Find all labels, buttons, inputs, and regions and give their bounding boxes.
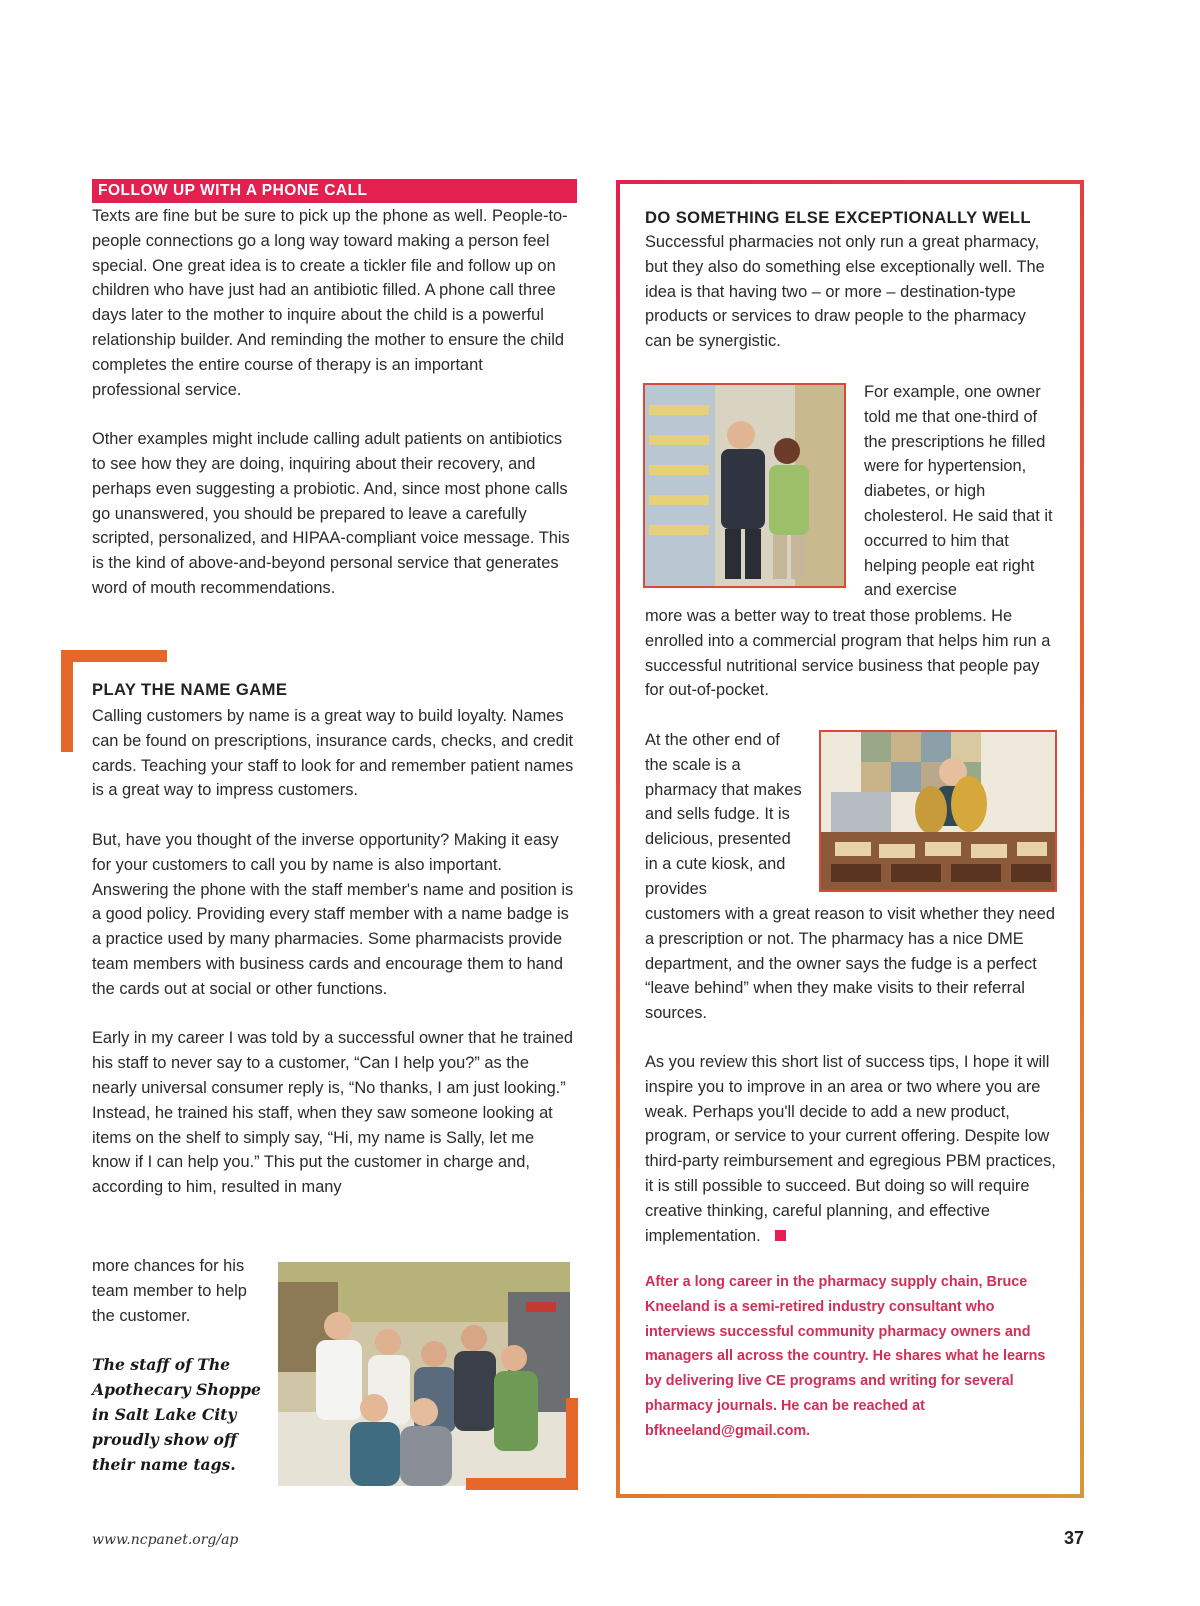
sidebar-paragraph: Successful pharmacies not only run a great pharmacy, but they also do something else exceptionally well. The idea is that having two – or more – destination-type products or services to draw people to the pharmacy can be synergistic.: [645, 233, 1045, 351]
sidebar-heading: DO SOMETHING ELSE EXCEPTIONALLY WELL: [645, 208, 1031, 227]
sidebar-paragraph: more was a better way to treat those problems. He enrolled into a commercial program that helps him run a successful nutritional service business that people pay for out-of-pocket.: [645, 607, 1051, 700]
decorative-bracket-top: [61, 650, 167, 662]
section-heading-name-game: PLAY THE NAME GAME: [92, 680, 288, 699]
footer-url[interactable]: www.ncpanet.org/ap: [92, 1532, 239, 1548]
decorative-bracket-left: [61, 650, 73, 752]
left-column-section2: [92, 704, 574, 1200]
sidebar-paragraph-wrap: At the other end of the scale is a pharmacy that makes and sells fudge. It is delicious, presented in a cute kiosk, and provides: [645, 731, 802, 898]
pharmacy-owner-photo: [643, 383, 846, 588]
page-number: 37: [1064, 1528, 1085, 1548]
paragraph: Calling customers by name is a great way to build loyalty. Names can be found on prescriptions, insurance cards, checks, and credit cards. Teaching your staff to look for and remember patient names is a great way to impress customers.: [92, 707, 574, 800]
author-bio: After a long career in the pharmacy supply chain, Bruce Kneeland is a semi-retired industry consultant who interviews successful community pharmacy owners and managers all across the country. He shares what he learns by delivering live CE programs and writing for several pharmacy journals. He can be reached at bfkneeland@gmail.com.: [645, 1274, 1046, 1439]
section-heading-follow-up: FOLLOW UP WITH A PHONE CALL: [92, 179, 577, 203]
paragraph: Other examples might include calling adult patients on antibiotics to see how they are doing, inquiring about their recovery, and perhaps even suggesting a probiotic. And, since most phone calls go unanswered, you should be prepared to leave a carefully scripted, personalized, and HIPAA-compliant voice message. This is the kind of above-and-beyond personal service that generates word of mouth recommendations.: [92, 430, 570, 597]
paragraph-tail: more chances for his team member to help the customer.: [92, 1257, 247, 1325]
decorative-corner-accent: [466, 1398, 578, 1490]
paragraph: But, have you thought of the inverse opportunity? Making it easy for your customers to call you by name is also important. Answering the phone with the staff member's name and position is a good policy. Providing every staff member with a name badge is a practice used by many pharmacies. Some pharmacists provide team members with business cards and encourage them to hand the cards out at social or other functions.: [92, 830, 574, 998]
paragraph: Early in my career I was told by a successful owner that he trained his staff to never say to a customer, “Can I help you?” as the nearly universal consumer reply is, “No thanks, I am just looking.” Instead, he trained his staff, when they saw someone looking at items on the shelf to simply say, “Hi, my name is Sally, let me know if I can help you.” This put the customer in charge and, according to him, resulted in many: [92, 1029, 574, 1197]
sidebar-paragraph: customers with a great reason to visit whether they need a prescription or not. The pharmacy has a nice DME department, and the owner says the fudge is a perfect “leave behind” when they make visits to their referral sources.: [645, 905, 1055, 1023]
left-column-section1: [92, 204, 574, 601]
end-mark-icon: [775, 1230, 786, 1241]
sidebar-paragraph-final: [645, 1050, 1057, 1248]
photo-caption: The staff of The Apothecary Shoppe in Salt Lake City proudly show off their name tags.: [92, 1355, 261, 1474]
paragraph: As you review this short list of success tips, I hope it will inspire you to improve in an area or two where you are weak. Perhaps you'll decide to add a new product, program, or service to your current offering. Despite low third-party reimbursement and egregious PBM practices, it is still possible to succeed. But doing so will require creative thinking, careful planning, and effective implementation.: [645, 1053, 1056, 1245]
fudge-kiosk-photo: [819, 730, 1057, 892]
paragraph: Texts are fine but be sure to pick up the phone as well. People-to-people connections go a long way toward making a person feel special. One great idea is to create a tickler file and follow up on children who have just had an antibiotic filled. A phone call three days later to the mother to inquire about the child is a powerful relationship builder. And reminding the mother to ensure the child completes the entire course of therapy is an important professional service.: [92, 207, 568, 399]
sidebar-paragraph-wrap: For example, one owner told me that one-third of the prescriptions he filled were for hypertension, diabetes, or high cholesterol. He said that it occurred to him that helping people eat right and exercise: [864, 383, 1053, 600]
